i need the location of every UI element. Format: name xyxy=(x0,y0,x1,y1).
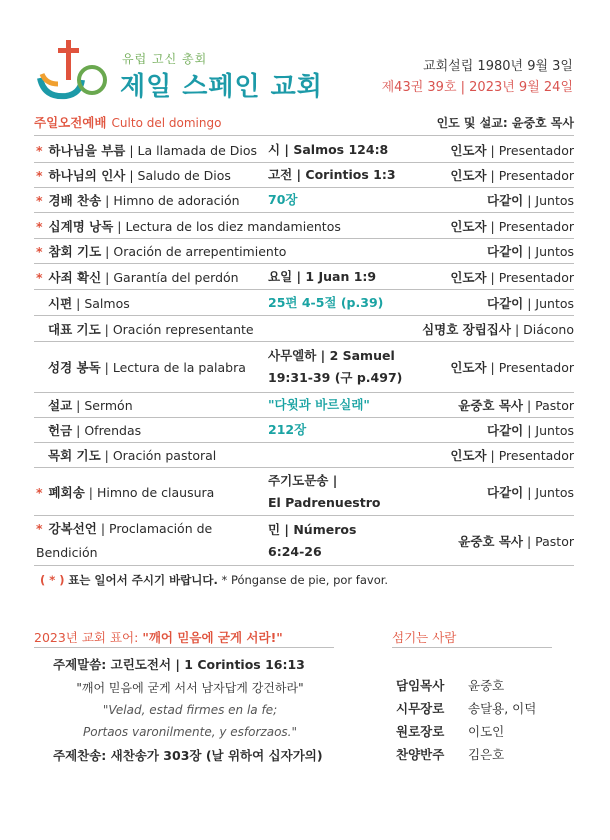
part-ko: 폐회송 xyxy=(48,484,85,500)
church-name: 제일 스페인 교회 xyxy=(120,72,323,102)
part-es-line2: Bendición xyxy=(36,544,98,560)
part-ko: 십계명 낭독 xyxy=(48,218,114,234)
part-es: Himno de clausura xyxy=(96,484,215,500)
part-ko: 목회 기도 xyxy=(48,448,101,463)
service-row-name: * 사죄 확신 | Garantía del perdón xyxy=(36,269,239,285)
part-es: Oración representante xyxy=(112,321,254,337)
stand-marker: * xyxy=(36,168,43,183)
part-es: Proclamación de xyxy=(109,520,213,536)
service-row-leader: 인도자 | Presentador xyxy=(450,142,574,158)
service-row xyxy=(34,342,574,393)
motto-prefix: 2023년 교회 표어: xyxy=(34,630,139,645)
part-es: Salmos xyxy=(84,295,130,311)
service-row-name: * 폐회송 | Himno de clausura xyxy=(36,484,215,500)
service-row xyxy=(34,188,574,213)
verse-ko: "깨어 믿음에 굳게 서서 남자답게 강건하라" xyxy=(76,681,304,695)
service-row-name: * 참회 기도 | Oración de arrepentimiento xyxy=(36,244,287,259)
service-row xyxy=(34,443,574,468)
service-row-name: * 경배 찬송 | Himno de adoración xyxy=(36,193,240,208)
stand-marker: * xyxy=(36,244,43,259)
service-row xyxy=(34,163,574,188)
motto-text: "깨어 믿음에 굳게 서라!" xyxy=(142,630,283,645)
service-row xyxy=(34,290,574,316)
service-row-leader: 심명호 장립집사 | Diácono xyxy=(422,321,574,337)
part-es: Garantía del perdón xyxy=(113,269,239,285)
stand-marker: * xyxy=(36,520,43,536)
service-row xyxy=(34,213,574,239)
service-title-ko: 주일오전예배 xyxy=(34,115,107,130)
service-row-name: 헌금 | Ofrendas xyxy=(48,423,142,438)
stand-marker: * xyxy=(36,484,43,500)
stand-marker: * xyxy=(36,218,43,234)
part-ko: 대표 기도 xyxy=(48,321,101,337)
service-row-leader: 다같이 | Juntos xyxy=(487,423,574,438)
service-row-leader: 다같이 | Juntos xyxy=(487,193,574,208)
service-title-es: Culto del domingo xyxy=(111,116,222,130)
theme-hymn: 주제찬송: 새찬송가 303장 (날 위하여 십자가의) xyxy=(53,748,323,763)
part-es: Ofrendas xyxy=(84,423,142,438)
stand-marker: * xyxy=(36,193,43,208)
service-row-reference: 25편 4-5절 (p.39) xyxy=(268,294,384,310)
part-es: Saludo de Dios xyxy=(137,168,231,183)
service-row-leader: 인도자 | Presentador xyxy=(450,448,574,463)
service-row-leader: 인도자 | Presentador xyxy=(450,218,574,234)
service-row-reference: 고전 | Corintios 1:3 xyxy=(268,167,396,182)
service-leader: 인도 및 설교: 윤중호 목사 xyxy=(436,116,574,130)
part-es: Sermón xyxy=(84,398,133,413)
service-row-name: * 십계명 낭독 | Lectura de los diez mandamientos xyxy=(36,218,341,234)
part-es: Lectura de la palabra xyxy=(112,360,246,375)
service-row-name: * 강복선언 | Proclamación de Bendición xyxy=(36,520,213,560)
church-logo xyxy=(36,40,108,100)
part-es: Himno de adoración xyxy=(113,193,240,208)
part-ko: 강복선언 xyxy=(48,520,97,536)
part-ko: 하나님을 부름 xyxy=(48,142,126,158)
issue-number: 제43권 39호 | 2023년 9월 24일 xyxy=(381,80,573,95)
service-row-leader: 인도자 | Presentador xyxy=(450,168,574,183)
service-row-name: 시편 | Salmos xyxy=(48,295,130,311)
part-ko: 참회 기도 xyxy=(48,244,102,259)
part-ko: 하나님의 인사 xyxy=(48,168,126,183)
note-ko: 표는 일어서 주시기 바랍니다. xyxy=(68,573,218,587)
service-row-leader: 다같이 | Juntos xyxy=(487,484,574,500)
service-row-leader: 다같이 | Juntos xyxy=(487,244,574,259)
standing-note xyxy=(40,572,388,588)
service-row-reference: 민 | Números 6:24-26 xyxy=(268,521,357,559)
service-row-leader: 다같이 | Juntos xyxy=(487,295,574,311)
service-row xyxy=(34,393,574,418)
theme-verse: 주제말씀: 고린도전서 | 1 Corintios 16:13 xyxy=(53,657,305,672)
note-mark: ( * ) xyxy=(40,573,65,587)
part-ko: 시편 xyxy=(48,295,73,311)
service-row xyxy=(34,516,574,566)
service-row-leader: 인도자 | Presentador xyxy=(450,360,574,375)
service-row-leader: 윤중호 목사 | Pastor xyxy=(458,533,574,549)
service-row-name: 대표 기도 | Oración representante xyxy=(48,321,254,337)
service-row-name: 성경 봉독 | Lectura de la palabra xyxy=(48,360,246,375)
service-row xyxy=(34,468,574,516)
service-row xyxy=(34,316,574,342)
founded-date: 교회설립 1980년 9월 3일 xyxy=(423,59,573,74)
part-es: La llamada de Dios xyxy=(137,142,257,158)
verse-es-line1: "Velad, estad firmes en la fe; xyxy=(102,703,278,717)
servant-item: 시무장로 송달용, 이덕 xyxy=(396,701,537,716)
association-name: 유럽 고신 총회 xyxy=(122,52,208,66)
part-ko: 헌금 xyxy=(48,423,73,438)
stand-marker: * xyxy=(36,142,43,158)
part-es: Lectura de los diez mandamientos xyxy=(125,218,341,234)
note-es: * Pónganse de pie, por favor. xyxy=(221,573,389,587)
servants-heading: 섬기는 사람 xyxy=(392,628,552,648)
part-ko: 사죄 확신 xyxy=(48,269,102,285)
verse-es-line2: Portaos varonilmente, y esforzaos." xyxy=(82,725,297,739)
stand-marker: * xyxy=(36,269,43,285)
service-row-leader: 인도자 | Presentador xyxy=(450,269,574,285)
motto-heading xyxy=(34,628,334,648)
service-row xyxy=(34,239,574,264)
part-ko: 성경 봉독 xyxy=(48,360,101,375)
service-row-reference: "다윗과 바르실래" xyxy=(268,397,370,412)
service-row-name: * 하나님의 인사 | Saludo de Dios xyxy=(36,168,231,183)
part-ko: 설교 xyxy=(48,398,73,413)
service-row xyxy=(34,137,574,163)
service-row-reference: 사무엘하 | 2 Samuel 19:31-39 (구 p.497) xyxy=(268,348,403,385)
servant-item: 원로장로 이도인 xyxy=(396,724,505,739)
service-row-reference: 주기도문송 | El Padrenuestro xyxy=(268,472,381,510)
service-row-reference: 70장 xyxy=(268,192,298,207)
service-row-leader: 윤중호 목사 | Pastor xyxy=(458,398,574,413)
part-es: Oración de arrepentimiento xyxy=(113,244,287,259)
service-heading xyxy=(34,112,574,136)
service-row-name: 설교 | Sermón xyxy=(48,398,133,413)
service-row-name: 목회 기도 | Oración pastoral xyxy=(48,448,217,463)
service-row-reference: 요일 | 1 Juan 1:9 xyxy=(268,268,377,284)
servant-item: 담임목사 윤중호 xyxy=(396,678,505,693)
service-row-name: * 하나님을 부름 | La llamada de Dios xyxy=(36,142,257,158)
part-es: Oración pastoral xyxy=(112,448,217,463)
service-row-reference: 시 | Salmos 124:8 xyxy=(268,141,389,157)
service-row xyxy=(34,418,574,443)
service-row-reference: 212장 xyxy=(268,422,307,437)
servant-item: 찬양반주 김은호 xyxy=(396,747,505,762)
service-row xyxy=(34,264,574,290)
part-ko: 경배 찬송 xyxy=(48,193,102,208)
